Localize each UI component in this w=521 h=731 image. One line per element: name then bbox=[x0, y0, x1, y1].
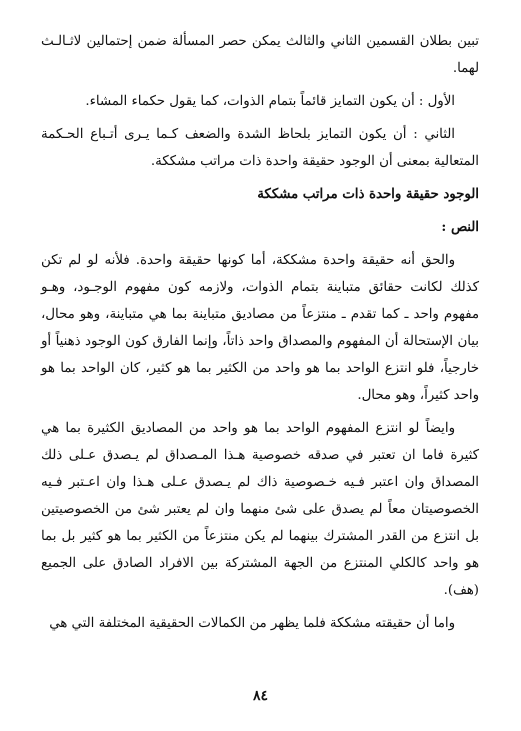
text-label: النص : bbox=[441, 220, 479, 235]
section-heading: الوجود حقيقة واحدة ذات مراتب مشككة bbox=[257, 187, 479, 202]
page-body bbox=[41, 28, 479, 637]
intro-paragraph: تبين بطلان القسمين الثاني والثالث يمكن حصر المسألة ضمن إحتمالين لاثـالـث لهما. bbox=[41, 34, 479, 76]
main-text-paragraph: والحق أنه حقيقة واحدة مشككة، أما كونها حقيقة واحدة. فلأنه لو لم تكن كذلك لكانت حقائق متباينة بتمام الذوات، ولازمه كون مفهوم الوجـود، وهـو مفهوم واحد ـ كما تقدم ـ منتزعاً من مصاديق متباينة بما هي متباينة، وهو محال، بيان الإستحالة أن المفهوم والمصداق واحد ذاتاً، وإنما الفارق كون الوجود ذهنياً أو خارجياً، فلو انتزع الواحد بما هو واحد من الكثير بما هو كثير، كان الواحد بما هو واحد كثيراً، وهو محال. bbox=[41, 253, 479, 403]
first-option-paragraph: الأول : أن يكون التمايز قائماً بتمام الذوات، كما يقول حكماء المشاء. bbox=[85, 94, 455, 109]
closing-paragraph: واما أن حقيقته مشككة فلما يظهر من الكمالات الحقيقية المختلفة التي هي bbox=[49, 616, 455, 631]
page-number: ٨٤ bbox=[252, 688, 269, 704]
second-argument-paragraph: وايضاً لو انتزع المفهوم الواحد بما هو واحد من المصاديق الكثيرة بما هي كثيرة فاما ان تعتبر في صدقه خصوصية هـذا المـصداق لم يـصدق عـلى ذلك المصداق وان اعتبر فـيه خـصوصية ذاك لم يـصدق عـلى هـذا وان اعـتبر فـيه الخصوصيتان معاً لم يصدق على شئ منهما وان لم يعتبر شئ من الخصوصيتين بل انتزع من القدر المشترك بينهما لم يكن منتزعاً من الكثير بما هو كثير بل بما هو واحد كالكلي المنتزع من الجهة المشتركة بين الافراد الصادق على الجميع (هف). bbox=[41, 421, 479, 598]
second-option-paragraph: الثاني : أن يكون التمايز بلحاظ الشدة والضعف كـما يـرى أتـباع الحـكمة المتعالية بمعنى أن الوجود حقيقة واحدة ذات مراتب مشككة. bbox=[41, 127, 479, 169]
